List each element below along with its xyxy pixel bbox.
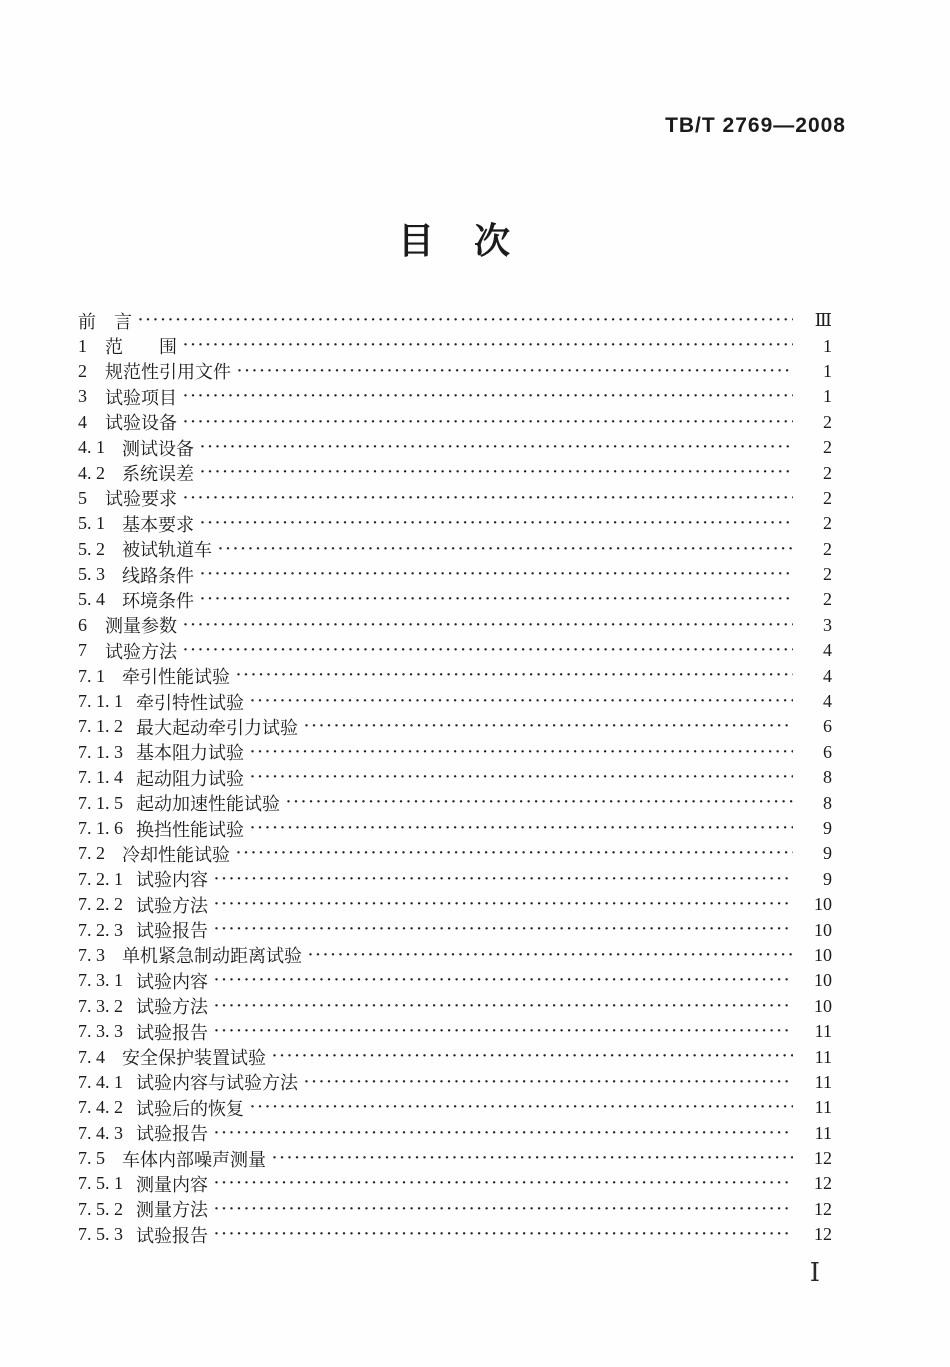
footer-page-number: Ⅰ [809, 1258, 820, 1287]
dot-leader [286, 790, 793, 815]
dot-leader [214, 1019, 793, 1044]
toc-entry-number: 7. 3. 1 [78, 970, 123, 991]
toc-entry-number: 3 [78, 386, 87, 407]
toc-entry[interactable] [78, 867, 832, 892]
toc-entry[interactable] [78, 790, 832, 815]
toc-entry-number: 5. 2 [78, 538, 105, 559]
dot-leader [236, 663, 793, 688]
toc-entry[interactable] [78, 714, 832, 739]
toc-entry[interactable] [78, 638, 832, 663]
dot-leader [200, 511, 793, 536]
dot-leader [218, 537, 793, 562]
toc-entry-page: 10 [814, 970, 832, 991]
toc-entry-number: 6 [78, 614, 87, 635]
toc-entry-label: 牵引性能试验 [122, 667, 230, 688]
dot-leader [250, 740, 793, 765]
toc-entry[interactable] [78, 740, 832, 765]
dot-leader [183, 333, 793, 358]
toc-entry-label: 试验内容 [136, 870, 208, 891]
toc-entry-number: 7. 4. 1 [78, 1071, 123, 1092]
dot-leader [214, 1197, 793, 1222]
toc-entry-number: 7. 5. 3 [78, 1224, 123, 1245]
toc-entry-number: 5. 3 [78, 564, 105, 585]
toc-entry-label: 试验方法 [136, 895, 208, 916]
toc-entry[interactable] [78, 1070, 832, 1095]
toc-entry-page: 10 [814, 944, 832, 965]
toc-entry-number: 4. 1 [78, 437, 105, 458]
toc-entry-page: 12 [814, 1198, 832, 1219]
toc-entry-number: 7. 1. 2 [78, 716, 123, 737]
dot-leader [272, 1146, 793, 1171]
toc-entry-label: 前 言 [78, 311, 132, 332]
toc-entry[interactable] [78, 841, 832, 866]
toc-entry-label: 环境条件 [122, 591, 194, 611]
dot-leader [183, 486, 793, 511]
toc-entry[interactable] [78, 410, 832, 435]
toc-entry-page: 1 [823, 335, 832, 356]
dot-leader [236, 841, 793, 866]
toc-entry-label: 基本阻力试验 [136, 743, 244, 764]
dot-leader [250, 1095, 793, 1120]
toc-entry-number: 7 [78, 640, 87, 661]
dot-leader [183, 384, 793, 409]
toc-entry-page: 10 [814, 995, 832, 1016]
dot-leader [250, 816, 793, 841]
toc-entry-label: 车体内部噪声测量 [122, 1149, 266, 1170]
toc-entry-label: 试验后的恢复 [136, 1098, 244, 1119]
toc-entry[interactable] [78, 1095, 832, 1120]
toc-entry-page: 11 [814, 1021, 832, 1042]
toc-entry-page: 6 [823, 741, 832, 762]
toc-entry-page: 11 [814, 1122, 832, 1143]
toc-entry-page: 9 [823, 843, 832, 864]
toc-entry-number: 7. 4. 2 [78, 1097, 123, 1118]
dot-leader [214, 892, 793, 917]
toc-entry-label: 起动阻力试验 [136, 768, 244, 789]
toc-entry-label: 换挡性能试验 [136, 819, 244, 840]
toc-entry-label: 范 围 [105, 337, 177, 358]
toc-entry[interactable] [78, 486, 832, 511]
toc-entry[interactable] [78, 816, 832, 841]
toc-entry-label: 最大起动牵引力试验 [136, 717, 298, 738]
toc-entry-number: 4. 2 [78, 462, 105, 483]
toc-entry-page: 9 [823, 868, 832, 889]
toc-entry-label: 试验方法 [136, 997, 208, 1018]
toc-entry-number: 1 [78, 335, 87, 356]
toc-entry[interactable] [78, 765, 832, 790]
toc-entry-label: 线路条件 [122, 565, 194, 586]
toc-entry-number: 7. 1. 3 [78, 741, 123, 762]
toc-entry-number: 7. 1. 4 [78, 767, 123, 788]
toc-entry-label: 测试设备 [122, 438, 194, 459]
toc-entry[interactable] [78, 308, 832, 333]
toc-entry-label: 测量内容 [136, 1174, 208, 1195]
toc-entry[interactable] [78, 994, 832, 1019]
dot-leader [237, 359, 793, 384]
toc-entry-label: 试验报告 [136, 1225, 208, 1246]
toc-entry[interactable] [78, 384, 832, 409]
toc-entry-number: 7. 1. 1 [78, 691, 123, 712]
toc-entry-page: 4 [823, 691, 832, 712]
toc-entry-page: 2 [823, 411, 832, 432]
toc-entry-page: 11 [814, 1097, 832, 1118]
dot-leader [214, 917, 793, 942]
toc-entry[interactable] [78, 587, 832, 612]
toc-list [78, 308, 832, 1247]
dot-leader [183, 613, 793, 638]
toc-entry-label: 起动加速性能试验 [136, 794, 280, 815]
toc-entry[interactable] [78, 943, 832, 968]
toc-entry-label: 规范性引用文件 [105, 362, 231, 383]
toc-entry-label: 冷却性能试验 [122, 844, 230, 865]
dot-leader [214, 1222, 793, 1247]
toc-entry[interactable] [78, 1019, 832, 1044]
toc-entry[interactable] [78, 1171, 832, 1196]
toc-entry-number: 2 [78, 360, 87, 381]
toc-entry-number: 7. 4. 3 [78, 1122, 123, 1143]
toc-entry[interactable] [78, 663, 832, 688]
toc-entry[interactable] [78, 359, 832, 384]
toc-entry-page: 10 [814, 919, 832, 940]
toc-entry-number: 7. 1. 6 [78, 818, 123, 838]
toc-entry-page: 12 [814, 1173, 832, 1194]
toc-entry-page: 10 [814, 894, 832, 915]
toc-entry-number: 7. 2. 2 [78, 894, 123, 915]
toc-entry-page: 2 [823, 513, 832, 534]
toc-entry-number: 7. 4 [78, 1046, 105, 1067]
toc-entry-label: 系统误差 [122, 464, 194, 485]
toc-entry-label: 测量方法 [136, 1200, 208, 1221]
dot-leader [272, 1044, 793, 1069]
toc-entry-label: 试验报告 [136, 921, 208, 942]
toc-entry-page: 9 [823, 818, 832, 838]
title-wrap [78, 213, 832, 264]
toc-entry-label: 牵引特性试验 [136, 692, 244, 713]
toc-entry[interactable] [78, 968, 832, 993]
toc-entry-label: 试验项目 [105, 387, 177, 408]
dot-leader [183, 410, 793, 435]
toc-entry[interactable] [78, 460, 832, 485]
toc-entry-number: 7. 5. 1 [78, 1173, 123, 1194]
toc-entry-label: 安全保护装置试验 [122, 1048, 266, 1069]
toc-entry-number: 7. 5. 2 [78, 1198, 123, 1219]
page-title: 目 次 [397, 221, 512, 261]
dot-leader [214, 968, 793, 993]
toc-entry[interactable] [78, 1121, 832, 1146]
toc-entry-label: 试验报告 [136, 1022, 208, 1043]
toc-entry[interactable] [78, 435, 832, 460]
toc-entry-number: 5. 4 [78, 589, 105, 610]
dot-leader [183, 638, 793, 663]
toc-entry-number: 4 [78, 411, 87, 432]
toc-entry-page: 4 [823, 665, 832, 686]
toc-entry-page: 4 [823, 640, 832, 661]
toc-entry[interactable] [78, 333, 832, 358]
toc-entry[interactable] [78, 1197, 832, 1222]
toc-entry-page: 8 [823, 792, 832, 813]
dot-leader [214, 1171, 793, 1196]
toc-entry[interactable] [78, 613, 832, 638]
toc-entry-page: Ⅲ [814, 310, 832, 331]
dot-leader [250, 765, 793, 790]
toc-entry-number: 7. 3 [78, 944, 105, 965]
toc-entry-page: 2 [823, 589, 832, 610]
dot-leader [200, 562, 793, 587]
toc-entry-number: 7. 3. 3 [78, 1021, 123, 1042]
dot-leader [214, 994, 793, 1019]
toc-entry-number: 7. 1 [78, 665, 105, 686]
toc-entry-number: 5 [78, 487, 87, 508]
dot-leader [200, 460, 793, 485]
toc-entry-page: 1 [823, 386, 832, 407]
toc-entry[interactable] [78, 562, 832, 587]
toc-entry[interactable] [78, 511, 832, 536]
toc-entry-page: 1 [823, 360, 832, 381]
toc-entry-page: 12 [814, 1224, 832, 1245]
toc-entry-page: 2 [823, 538, 832, 559]
toc-entry-page: 11 [814, 1071, 832, 1092]
toc-entry-page: 8 [823, 767, 832, 788]
toc-entry-label: 被试轨道车 [122, 540, 212, 561]
dot-leader [200, 435, 793, 460]
toc-entry-label: 基本要求 [122, 514, 194, 535]
toc-entry-label: 试验设备 [105, 413, 177, 434]
dot-leader [200, 587, 793, 612]
toc-entry-page: 11 [814, 1046, 832, 1067]
toc-entry-page: 2 [823, 564, 832, 585]
toc-entry-number: 7. 5 [78, 1148, 105, 1169]
toc-entry-label: 试验方法 [105, 641, 177, 662]
toc-entry-page: 2 [823, 462, 832, 483]
toc-entry[interactable] [78, 537, 832, 562]
toc-entry-page: 6 [823, 716, 832, 737]
toc-entry-number: 5. 1 [78, 513, 105, 534]
toc-entry[interactable] [78, 1222, 832, 1247]
dot-leader [250, 689, 793, 714]
toc-entry-number: 7. 2. 3 [78, 919, 123, 940]
doc-number: TB/T 2769—2008 [665, 114, 846, 137]
toc-entry-page: 2 [823, 437, 832, 458]
toc-entry[interactable] [78, 892, 832, 917]
toc-entry-number: 7. 2 [78, 843, 105, 864]
toc-entry-label: 单机紧急制动距离试验 [122, 946, 302, 967]
dot-leader [138, 308, 793, 333]
toc-entry-label: 试验要求 [105, 489, 177, 510]
dot-leader [214, 1121, 793, 1146]
toc-entry-page: 12 [814, 1148, 832, 1169]
toc-entry-number: 7. 2. 1 [78, 868, 123, 889]
toc-entry-number: 7. 1. 5 [78, 792, 123, 813]
toc-entry[interactable] [78, 1146, 832, 1171]
dot-leader [304, 1070, 793, 1095]
toc-entry[interactable] [78, 1044, 832, 1069]
toc-entry-page: 2 [823, 487, 832, 508]
toc-entry-label: 试验报告 [136, 1124, 208, 1145]
toc-entry-label: 试验内容与试验方法 [136, 1073, 298, 1094]
dot-leader [214, 867, 793, 892]
toc-entry[interactable] [78, 689, 832, 714]
toc-entry-label: 试验内容 [136, 971, 208, 992]
toc-entry-page: 3 [823, 614, 832, 635]
toc-entry-label: 测量参数 [105, 616, 177, 637]
toc-entry-number: 7. 3. 2 [78, 995, 123, 1016]
dot-leader [308, 943, 793, 968]
toc-entry[interactable] [78, 917, 832, 942]
dot-leader [304, 714, 793, 739]
